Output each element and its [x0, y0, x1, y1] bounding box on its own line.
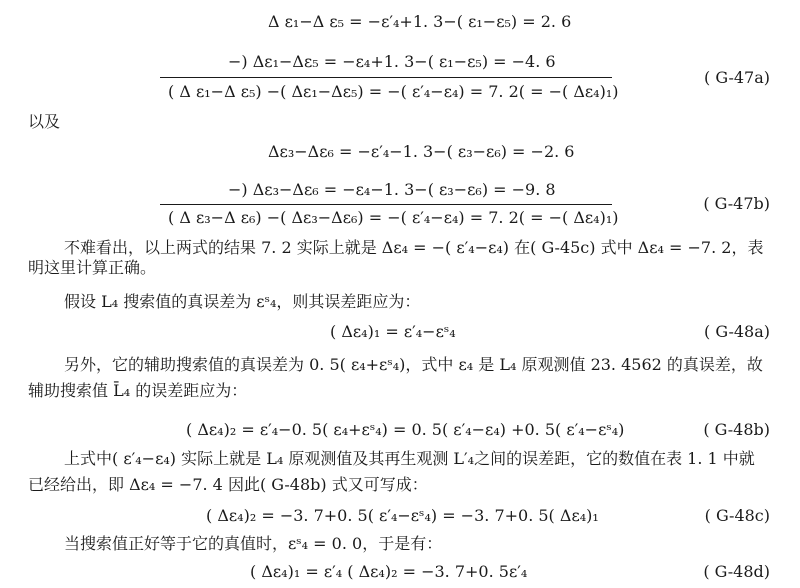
eq-number-48a: ( G-48a) — [704, 322, 770, 341]
paragraph-rewrite: 上式中( ε′₄−ε₄) 实际上就是 L₄ 原观测值及其再生观测 L′₄之间的误差距，它的数值在表 1. 1 中就已经给出，即 Δε₄ = −7. 4 因此( G-48b) 式又可写成： — [28, 449, 755, 494]
eq-47b-result: ( Δ ε₃−Δ ε₆) −( Δε₃−Δε₆) = −( ε′₄−ε₄) = 7. 2( = −( Δε₄)₁) — [168, 208, 619, 227]
eq-number-48d: ( G-48d) — [703, 562, 770, 581]
paragraph-assumption: 假设 L₄ 搜索值的真误差为 εˢ₄，则其误差距应为： — [64, 292, 421, 311]
eq-47a-line1: Δ ε₁−Δ ε₅ = −ε′₄+1. 3−( ε₁−ε₅) = 2. 6 — [268, 12, 572, 31]
eq-47a-result: ( Δ ε₁−Δ ε₅) −( Δε₁−Δε₅) = −( ε′₄−ε₄) = 7. 2( = −( Δε₄)₁) — [168, 82, 619, 101]
eq-number-47b: ( G-47b) — [703, 194, 770, 213]
eq-48a: ( Δε₄)₁ = ε′₄−εˢ₄ — [330, 322, 456, 341]
subtraction-rule-47a — [160, 77, 612, 78]
eq-47b-line2: −) Δε₃−Δε₆ = −ε₄−1. 3−( ε₃−ε₆) = −9. 8 — [228, 180, 556, 199]
eq-48d: ( Δε₄)₁ = ε′₄ ( Δε₄)₂ = −3. 7+0. 5ε′₄ — [250, 562, 528, 581]
eq-number-47a: ( G-47a) — [704, 68, 770, 87]
paragraph-auxiliary: 另外，它的辅助搜索值的真误差为 0. 5( ε₄+εˢ₄)，式中 ε₄ 是 L₄ 原观测值 23. 4562 的真误差，故辅助搜索值 L̄₄ 的误差距应为： — [28, 355, 763, 400]
connector-text: 以及 — [28, 112, 61, 131]
subtraction-rule-47b — [160, 204, 612, 205]
paragraph-true-value: 当搜索值正好等于它的真值时，εˢ₄ = 0. 0，于是有： — [64, 534, 443, 553]
eq-47a-line2: −) Δε₁−Δε₅ = −ε₄+1. 3−( ε₁−ε₅) = −4. 6 — [228, 52, 556, 71]
eq-48b: ( Δε₄)₂ = ε′₄−0. 5( ε₄+εˢ₄) = 0. 5( ε′₄−ε₄) +0. 5( ε′₄−εˢ₄) — [186, 420, 625, 439]
eq-number-48b: ( G-48b) — [703, 420, 770, 439]
eq-number-48c: ( G-48c) — [704, 506, 770, 525]
eq-47b-line1: Δε₃−Δε₆ = −ε′₄−1. 3−( ε₃−ε₆) = −2. 6 — [268, 142, 575, 161]
paragraph-check: 不难看出，以上两式的结果 7. 2 实际上就是 Δε₄ = −( ε′₄−ε₄) 在( G-45c) 式中 Δε₄ = −7. 2，表明这里计算正确。 — [28, 238, 764, 277]
eq-48c: ( Δε₄)₂ = −3. 7+0. 5( ε′₄−εˢ₄) = −3. 7+0. 5( Δε₄)₁ — [206, 506, 599, 525]
